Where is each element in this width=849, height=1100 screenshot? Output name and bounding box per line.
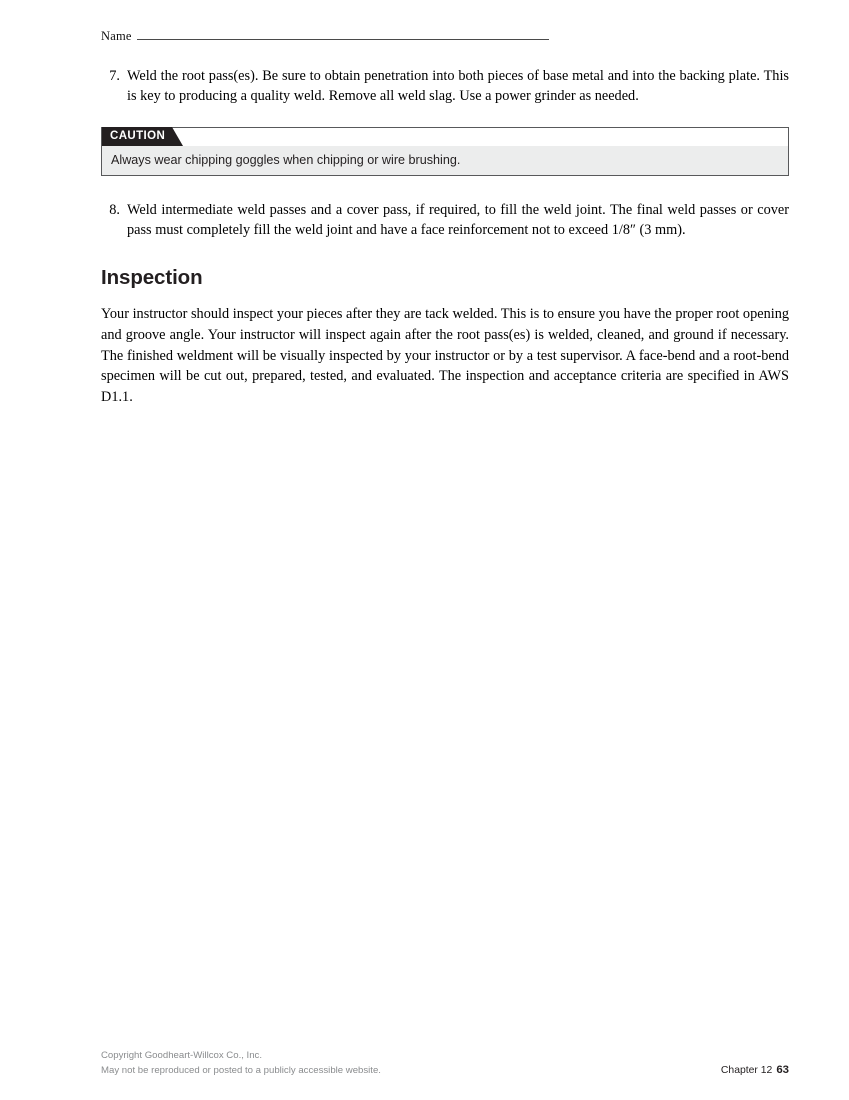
name-label: Name <box>101 29 132 43</box>
page-footer <box>101 1049 789 1079</box>
caution-callout <box>101 127 789 176</box>
footer-chapter-label: Chapter 12 <box>720 1065 773 1076</box>
page-content <box>101 28 789 422</box>
copyright-line-2: May not be reproduced or posted to a publicly accessible website. <box>101 1064 381 1076</box>
footer-page-number: 63 <box>776 1064 789 1076</box>
step-text: Weld the root pass(es). Be sure to obtain penetration into both pieces of base metal and into the backing plate. This is key to producing a quality weld. Remove all weld slag. Use a power grinder as needed. <box>127 68 789 105</box>
name-field-row <box>101 28 789 44</box>
name-input-line[interactable] <box>137 28 549 40</box>
copyright-line-1: Copyright Goodheart-Willcox Co., Inc. <box>101 1050 263 1061</box>
caution-text: Always wear chipping goggles when chipping or wire brushing. <box>111 153 461 168</box>
step-text: Weld intermediate weld passes and a cover pass, if required, to fill the weld joint. The final weld passes or cover pass must completely fill the weld joint and have a face reinforcement not to exceed 1/8″ (3 mm). <box>127 201 789 238</box>
list-item <box>101 200 789 241</box>
caution-body <box>101 146 789 176</box>
list-item <box>101 66 789 107</box>
caution-label: CAUTION <box>102 127 172 146</box>
step-number: 7. <box>109 68 120 84</box>
footer-chapter-page <box>721 1064 789 1076</box>
step-number: 8. <box>109 201 120 218</box>
section-paragraph: Your instructor should inspect your pieces after they are tack welded. This is to ensure you have the proper root opening and groove angle. Your instructor will inspect again after the root pass(es) is welded, cleaned, and ground if necessary. The finished weldment will be visually inspected by your instructor or by a test supervisor. A face-bend and a root-bend specimen will be cut out, prepared, tested, and evaluated. The inspection and acceptance criteria are specified in AWS D1.1. <box>101 306 789 405</box>
section-heading: Inspection <box>101 266 203 290</box>
caution-header <box>101 127 789 146</box>
